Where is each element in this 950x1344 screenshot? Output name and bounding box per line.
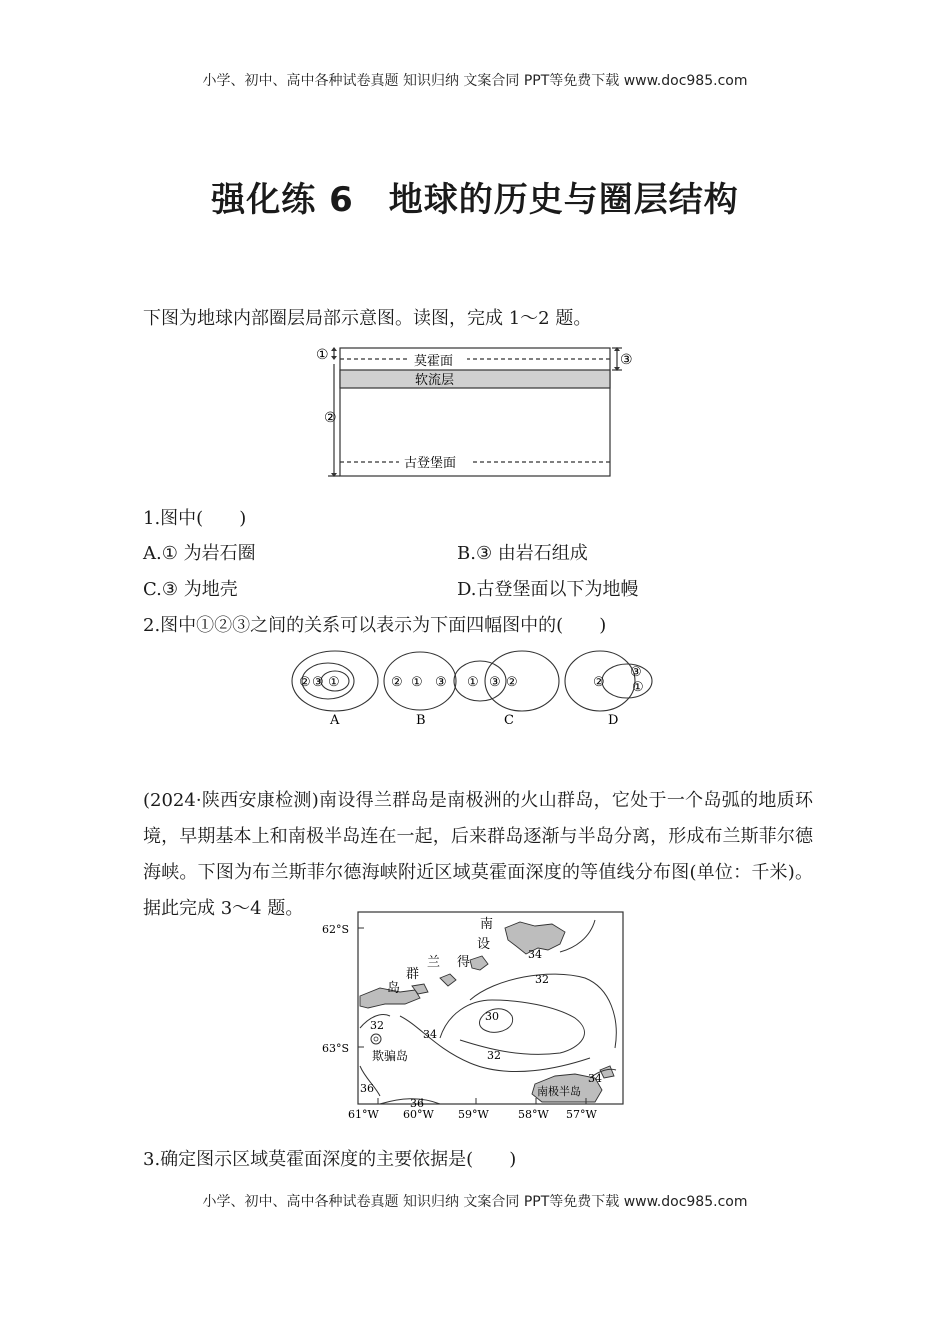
contour-label-8: 36	[410, 1097, 424, 1110]
d-left: ②	[593, 675, 605, 690]
contour-label-2: 32	[535, 973, 549, 986]
label-c: C	[504, 713, 514, 728]
lon-58: 58°W	[518, 1108, 549, 1121]
gutenberg-label: 古登堡面	[404, 456, 457, 471]
marker-2: ②	[324, 410, 337, 426]
q3-stem: 3.确定图示区域莫霍面深度的主要依据是( )	[143, 1149, 517, 1170]
q1-option-d[interactable]: D.古登堡面以下为地幔	[457, 579, 639, 600]
q1-option-c[interactable]: C.③ 为地壳	[143, 579, 238, 600]
label-b: B	[416, 713, 426, 728]
b-right: ③	[435, 675, 447, 690]
lon-61: 61°W	[348, 1108, 379, 1121]
contour-label-7: 36	[360, 1082, 374, 1095]
q2-stem: 2.图中①②③之间的关系可以表示为下面四幅图中的( )	[143, 615, 607, 636]
island-char-6: 岛	[387, 981, 401, 996]
c-mid: ③	[489, 675, 501, 690]
a-mid: ③	[312, 675, 324, 690]
b-left: ②	[391, 675, 403, 690]
passage-q3-4: (2024·陕西安康检测)南设得兰群岛是南极洲的火山群岛，它处于一个岛弧的地质环境，早期基本上和南极半岛连在一起，后来群岛逐渐与半岛分离，形成布兰斯菲尔德海峡。下图为布兰斯菲尔德海峡附近区域莫霍面深度的等值线分布图(单位：千米)。据此完成 3～4 题。	[143, 790, 813, 919]
q1-stem: 1.图中( )	[143, 508, 247, 529]
intro-q1-2: 下图为地球内部圈层局部示意图。读图，完成 1～2 题。	[143, 308, 592, 329]
moho-label: 莫霍面	[414, 354, 454, 369]
island-char-4: 兰	[427, 955, 441, 970]
lat-62: 62°S	[322, 923, 350, 936]
c-right: ②	[506, 675, 518, 690]
contour-label-4: 32	[487, 1049, 501, 1062]
label-d: D	[608, 713, 619, 728]
page-title: 强化练 6 地球的历史与圈层结构	[211, 180, 739, 220]
contour-label-9: 34	[588, 1072, 602, 1085]
island-char-5: 群	[406, 967, 420, 982]
lon-57: 57°W	[566, 1108, 597, 1121]
figure-relationships	[290, 648, 670, 730]
contour-label-5: 34	[423, 1028, 437, 1041]
deception-label: 欺骗岛	[372, 1049, 409, 1063]
d-bottom: ①	[632, 680, 644, 695]
lat-63: 63°S	[322, 1042, 350, 1055]
figure-earth-layers	[312, 342, 642, 482]
c-left: ①	[467, 675, 479, 690]
marker-1: ①	[316, 347, 329, 363]
contour-label-1: 34	[528, 948, 542, 961]
lon-60: 60°W	[403, 1108, 434, 1121]
asthenosphere-label: 软流层	[415, 373, 455, 388]
q1-option-b[interactable]: B.③ 由岩石组成	[457, 543, 588, 564]
b-mid: ①	[411, 675, 423, 690]
header-banner: 小学、初中、高中各种试卷真题 知识归纳 文案合同 PPT等免费下载 www.doc985.com	[202, 73, 748, 89]
contour-label-3: 30	[485, 1010, 499, 1023]
contour-label-6: 32	[370, 1019, 384, 1032]
q1-option-a[interactable]: A.① 为岩石圈	[143, 543, 256, 564]
label-a: A	[330, 713, 340, 728]
peninsula-label: 南极半岛	[537, 1085, 581, 1098]
a-outer: ②	[299, 675, 311, 690]
island-char-1: 南	[480, 917, 494, 932]
footer-banner: 小学、初中、高中各种试卷真题 知识归纳 文案合同 PPT等免费下载 www.doc985.com	[202, 1194, 748, 1210]
a-inner: ①	[328, 675, 340, 690]
marker-3: ③	[620, 352, 633, 368]
island-char-3: 得	[457, 955, 471, 970]
d-top: ③	[630, 665, 642, 680]
lon-59: 59°W	[458, 1108, 489, 1121]
figure-moho-map	[320, 908, 630, 1124]
island-char-2: 设	[477, 937, 491, 952]
